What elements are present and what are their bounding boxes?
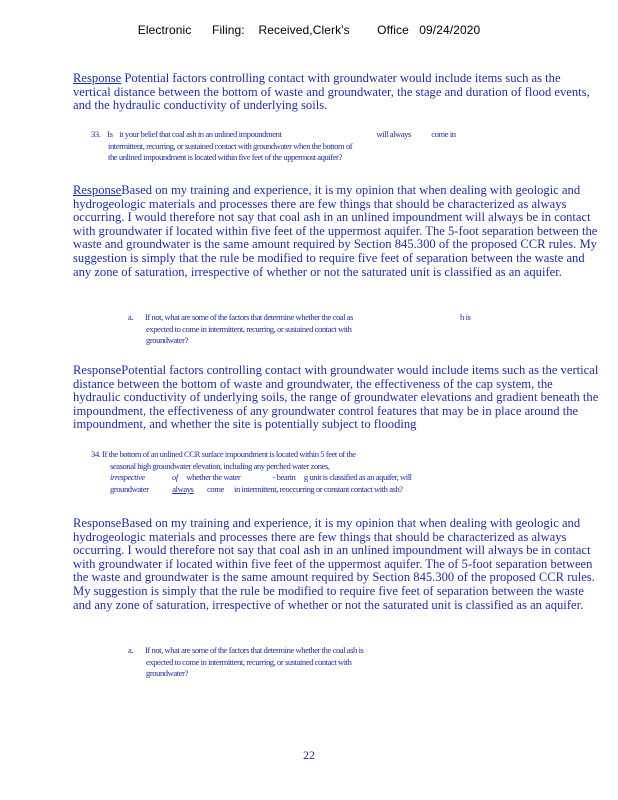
question-33 — [91, 129, 601, 164]
question-word: whether the water - bearin g unit is classified as an aquifer, will — [186, 472, 412, 483]
question-line: a. If not, what are some of the factors that determine whether the coal as h is — [128, 312, 471, 322]
question-34a — [128, 645, 598, 680]
question-line: the unlined impoundment is located within five feet of the uppermost aquifer? — [108, 152, 342, 163]
question-line — [91, 484, 601, 496]
question-word: irrespective — [110, 472, 145, 483]
question-line: groundwater? — [146, 668, 188, 679]
question-33a — [128, 312, 598, 347]
response-paragraph-1 — [73, 72, 601, 113]
page-number: 22 — [303, 748, 315, 762]
response-text: Potential factors controlling contact with groundwater would include items such as the vertical distance between the bottom of waste and groundwater, the effectiveness of the cap system, the hydraulic conductivity of underlying soils, the range of groundwater elevations and gradient beneath the impoundment, the effectiveness of any groundwater control features that may be in place around the impoundment, and whether the site is potentially subject to flooding — [73, 363, 599, 432]
response-label: Response — [73, 183, 122, 197]
question-line: intermittent, recurring, or sustained contact with groundwater when the bottom of — [108, 140, 353, 151]
question-word: of — [172, 472, 178, 483]
question-line: expected to come in intermittent, recurring, or sustained contact with — [146, 656, 352, 667]
question-word: groundwater — [110, 483, 149, 494]
question-line — [91, 472, 601, 484]
response-text: Potential factors controlling contact with groundwater would include items such as the vertical distance between the bottom of waste and groundwater, the stage and duration of flood events, and the hydraulic conductivity of underlying soils. — [73, 71, 590, 113]
response-text: Based on my training and experience, it is my opinion that when dealing with geologic and hydrogeologic materials and processes there are few things that should be characterized as always occurring. I would therefore not say that coal ash in an unlined impoundment will always be in contact with groundwater if located within five feet of the uppermost aquifer. The 5-foot separation between the waste and groundwater is the same amount required by Section 845.300 of the proposed CCR rules. My suggestion is simply that the rule be modified to require five feet of separation between the waste and any zone of saturation, irrespective of whether or not the saturated unit is classified as an aquifer. — [73, 183, 598, 279]
filing-header: Electronic Filing: Received,Clerk's Office 09/24/2020 — [137, 23, 481, 37]
question-line: seasonal high groundwater elevation, including any perched water zones, — [110, 460, 330, 471]
question-line: 34. If the bottom of an unlined CCR surface impoundment is located within 5 feet of the — [91, 449, 356, 459]
question-line: expected to come in intermittent, recurring, or sustained contact with — [146, 323, 352, 334]
response-paragraph-3 — [73, 364, 601, 432]
response-label: Response — [73, 516, 122, 530]
question-line: 33. Is it your belief that coal ash in an unlined impoundment will always come in — [91, 129, 456, 139]
question-word: always — [172, 483, 194, 494]
question-line: a. If not, what are some of the factors that determine whether the coal ash is — [128, 645, 364, 655]
question-line: groundwater? — [146, 335, 188, 346]
response-paragraph-2 — [73, 184, 601, 279]
response-paragraph-4 — [73, 517, 601, 612]
response-label: Response — [73, 363, 122, 377]
response-label: Response — [73, 71, 122, 85]
response-text: Based on my training and experience, it is my opinion that when dealing with geologic and hydrogeologic materials and processes there are few things that should be characterized as always occurring. I would therefore not say that coal ash in an unlined impoundment will always be in contact with groundwater if located within five feet of the uppermost aquifer. The of 5-foot separation between the waste and groundwater is the same amount required by Section 845.300 of the proposed CCR rules. My suggestion is simply that the rule be modified to require five feet of separation between the waste and any zone of saturation, irrespective of whether or not the saturated unit is classified as an aquifer. — [73, 516, 595, 612]
question-34 — [91, 449, 601, 495]
question-word: come in intermittent, reoccurring or constant contact with ash? — [207, 483, 403, 494]
